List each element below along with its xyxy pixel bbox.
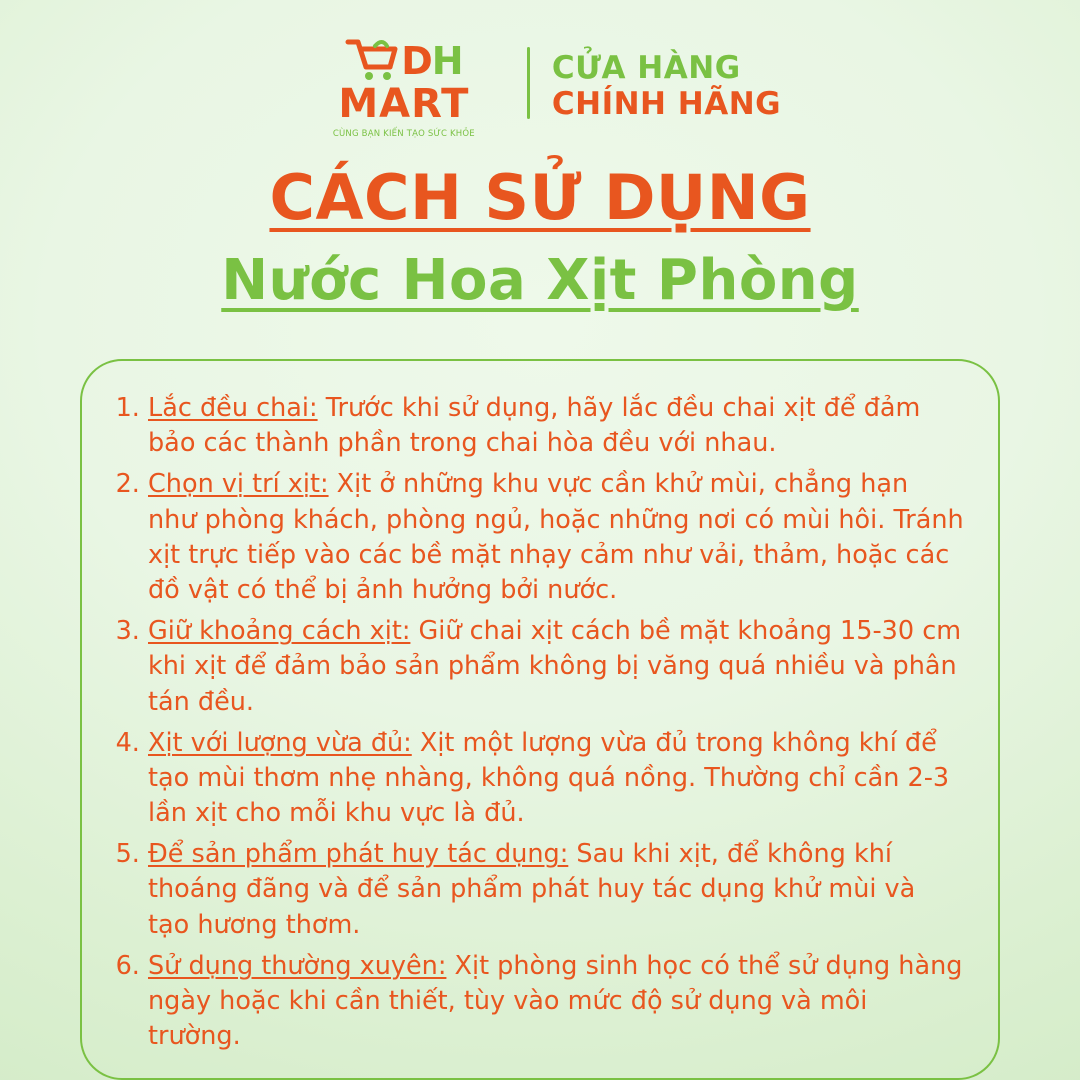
logo-wordmark: MART [338, 81, 470, 127]
list-item [148, 391, 964, 461]
step-label: Lắc đều chai: [148, 393, 318, 423]
brand-header [299, 34, 781, 139]
list-item [148, 614, 964, 720]
logo-mark-row [345, 34, 462, 82]
step-text: Giữ chai xịt cách bề mặt khoảng 15-30 cm khi xịt để đảm bảo sản phẩm không bị văng quá nhiều và phân tán đều. [148, 616, 962, 717]
logo [299, 34, 509, 139]
shopping-cart-icon [345, 36, 399, 82]
header-text [552, 51, 781, 122]
step-label: Sử dụng thường xuyên: [148, 950, 447, 981]
instructions-box [80, 359, 1000, 1080]
page-title: CÁCH SỬ DỤNG [269, 161, 811, 234]
step-text: Xịt một lượng vừa đủ trong không khí để tạo mùi thơm nhẹ nhàng, không quá nồng. Thường chỉ cần 2-3 lần xịt cho mỗi khu vực là đủ. [148, 727, 950, 829]
step-label: Chọn vị trí xịt: [148, 469, 329, 500]
step-text: Xịt phòng sinh học có thể sử dụng hàng ngày hoặc khi cần thiết, tùy vào mức độ sử dụng và môi trường. [148, 950, 963, 1052]
step-label: Để sản phẩm phát huy tác dụng: [148, 839, 569, 870]
step-label: Giữ khoảng cách xịt: [148, 616, 411, 647]
instruction-list [112, 391, 964, 1054]
list-item [148, 837, 964, 943]
step-label: Xịt với lượng vừa đủ: [148, 727, 412, 758]
step-text: Xịt ở những khu vực cần khử mùi, chẳng hạn như phòng khách, phòng ngủ, hoặc những nơi có mùi hôi. Tránh xịt trực tiếp vào các bề mặt nhạy cảm như vải, thảm, hoặc các đồ vật có thể bị ảnh hưởng bởi nước. [148, 469, 964, 605]
logo-tagline: CÙNG BẠN KIẾN TẠO SỨC KHỎE [332, 129, 475, 139]
list-item [148, 726, 964, 832]
step-text: Trước khi sử dụng, hãy lắc đều chai xịt để đảm bảo các thành phần trong chai hòa đều với nhau. [148, 393, 921, 459]
header-line-2: CHÍNH HÃNG [551, 85, 782, 122]
list-item [148, 949, 964, 1055]
header-line-1: CỬA HÀNG [551, 49, 741, 86]
logo-letter-h: H [431, 39, 463, 83]
list-item [148, 467, 964, 608]
step-text: Sau khi xịt, để không khí thoáng đãng và để sản phẩm phát huy tác dụng khử mùi và tạo hương thơm. [148, 839, 916, 940]
logo-letters [401, 39, 463, 83]
page-subtitle: Nước Hoa Xịt Phòng [221, 248, 859, 313]
header-divider [527, 47, 530, 119]
logo-letter-d: D [401, 39, 432, 83]
